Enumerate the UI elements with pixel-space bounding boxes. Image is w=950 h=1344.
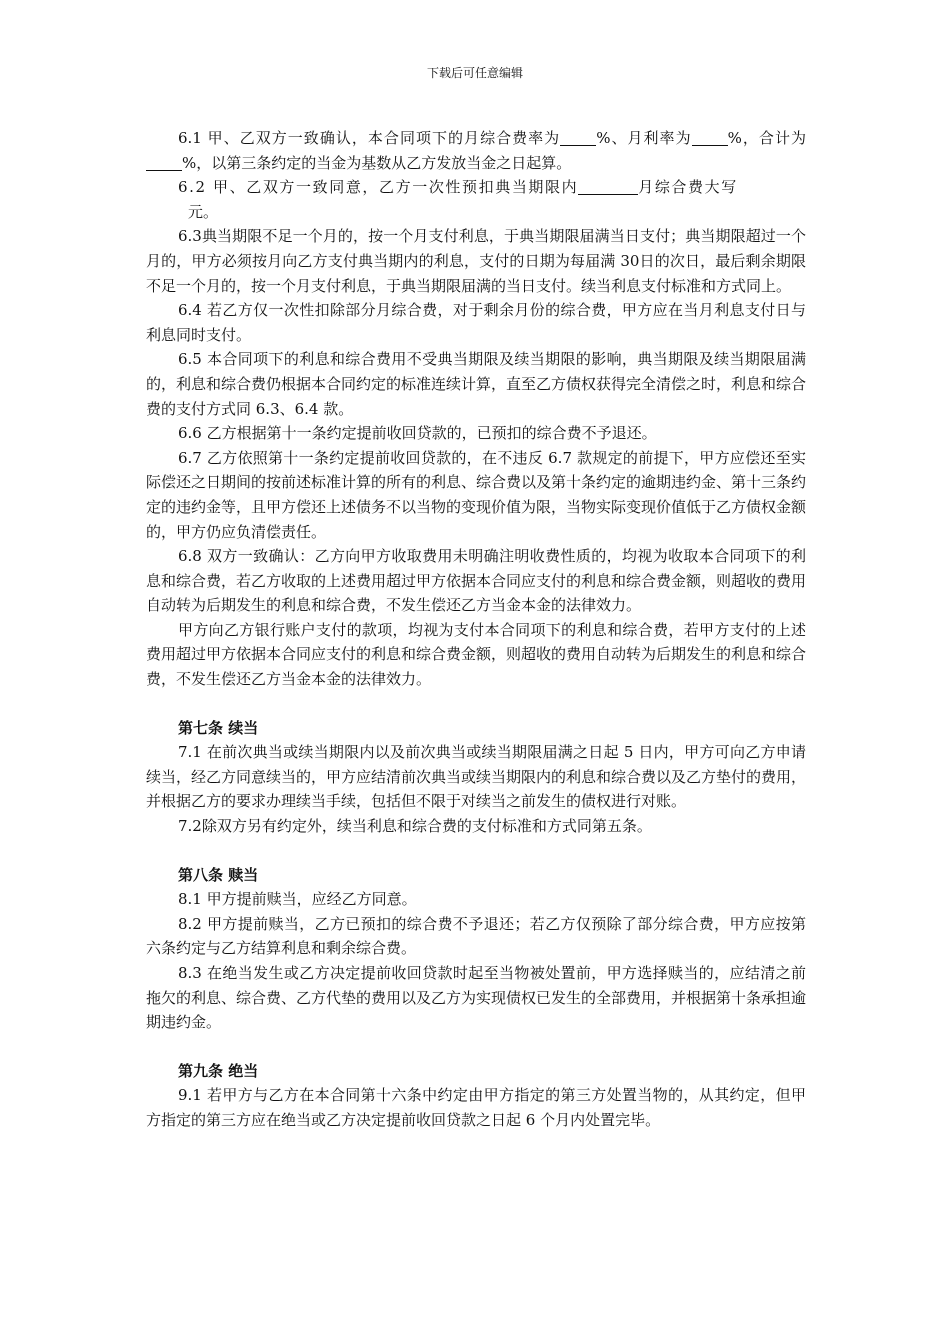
clause-8-1: 8.1 甲方提前赎当，应经乙方同意。 xyxy=(178,890,417,909)
page-header: 下载后可任意编辑 xyxy=(426,66,523,80)
clause-6-1 xyxy=(146,126,806,175)
clause-8-2: 8.2 甲方提前赎当，乙方已预扣的综合费不予退还；若乙方仅预除了部分综合费，甲方应按第六条约定与乙方结算利息和剩余综合费。 xyxy=(146,914,806,958)
clause-6-5: 6.5 本合同项下的利息和综合费用不受典当期限及续当期限的影响，典当期限及续当期限届满的，利息和综合费仍根据本合同约定的标准连续计算，直至乙方债权获得完全清偿之时，利息和综合费的支付方式同 6.3、6.4 款。 xyxy=(146,350,807,418)
clause-6-1-text: %，以第三条约定的当金为基数从乙方发放当金之日起算。 xyxy=(182,153,572,172)
section-9-title: 第九条 绝当 xyxy=(178,1061,259,1080)
fill-blank[interactable] xyxy=(560,129,596,146)
section-8-title: 第八条 赎当 xyxy=(178,865,259,884)
clause-6-7: 6.7 乙方依照第十一条约定提前收回贷款的，在不违反 6.7 款规定的前提下，甲方应偿还至实际偿还之日期间的按前述标准计算的所有的利息、综合费以及第十条约定的逾期违约金、第十三条约定的违约金等，且甲方偿还上述债务不以当物的变现价值为限，当物实际变现价值低于乙方债权金额的，甲方仍应负清偿责任。 xyxy=(146,448,807,541)
fill-blank[interactable] xyxy=(146,154,182,171)
clause-6-2 xyxy=(146,175,806,200)
clause-6-8: 6.8 双方一致确认：乙方向甲方收取费用未明确注明收费性质的，均视为收取本合同项下的利息和综合费，若乙方收取的上述费用超过甲方依据本合同应支付的利息和综合费金额，则超收的费用自动转为后期发生的利息和综合费，不发生偿还乙方当金本金的法律效力。 xyxy=(146,547,807,615)
clause-6-3: 6.3典当期限不足一个月的，按一个月支付利息，于典当期限届满当日支付；典当期限超过一个月的，甲方必须按月向乙方支付典当期内的利息，支付的日期为每届满 30日的次日，最后剩余期限不足一个月的，按一个月支付利息，于典当期限届满的当日支付。续当利息支付标准和方式同上。 xyxy=(146,227,806,295)
clause-6-2-cont xyxy=(146,200,806,225)
clause-9-1: 9.1 若甲方与乙方在本合同第十六条中约定由甲方指定的第三方处置当物的，从其约定，但甲方指定的第三方应在绝当或乙方决定提前收回贷款之日起 6 个月内处置完毕。 xyxy=(146,1086,806,1129)
clause-6-2-text: 月综合费大写 xyxy=(638,178,738,197)
clause-6-1-text: %，合计为 xyxy=(727,129,806,147)
clause-6-1-text: %、月利率为 xyxy=(596,129,692,147)
clause-7-2: 7.2除双方另有约定外，续当利息和综合费的支付标准和方式同第五条。 xyxy=(178,817,652,836)
clause-6-8-cont: 甲方向乙方银行账户支付的款项，均视为支付本合同项下的利息和综合费，若甲方支付的上述费用超过甲方依据本合同应支付的利息和综合费金额，则超收的费用自动转为后期发生的利息和综合费，不发生偿还乙方当金本金的法律效力。 xyxy=(146,620,807,689)
clause-6-2-text: 元。 xyxy=(188,202,219,221)
clause-6-2-text: 6.2 甲、乙双方一致同意，乙方一次性预扣典当期限内 xyxy=(178,178,579,197)
section-gap xyxy=(146,692,806,716)
section-gap xyxy=(146,1035,806,1059)
document-body xyxy=(146,126,806,1133)
section-7-title: 第七条 续当 xyxy=(178,718,259,737)
clause-6-4: 6.4 若乙方仅一次性扣除部分月综合费，对于剩余月份的综合费，甲方应在当月利息支付日与利息同时支付。 xyxy=(146,301,806,344)
clause-6-1-text: 6.1 甲、乙双方一致确认，本合同项下的月综合费率为 xyxy=(178,129,561,147)
fill-blank[interactable] xyxy=(578,178,638,195)
clause-8-3: 8.3 在绝当发生或乙方决定提前收回贷款时起至当物被处置前，甲方选择赎当的，应结清之前拖欠的利息、综合费、乙方代垫的费用以及乙方为实现债权已发生的全部费用，并根据第十条承担逾期违约金。 xyxy=(146,964,807,1032)
section-gap xyxy=(146,839,806,863)
clause-7-1: 7.1 在前次典当或续当期限内以及前次典当或续当期限届满之日起 5 日内，甲方可向乙方申请续当，经乙方同意续当的，甲方应结清前次典当或续当期限内的利息和综合费以及乙方垫付的费用，并根据乙方的要求办理续当手续，包括但不限于对续当之前发生的债权进行对账。 xyxy=(146,743,807,811)
clause-6-6: 6.6 乙方根据第十一条约定提前收回贷款的，已预扣的综合费不予退还。 xyxy=(178,424,657,443)
fill-blank[interactable] xyxy=(692,129,728,146)
